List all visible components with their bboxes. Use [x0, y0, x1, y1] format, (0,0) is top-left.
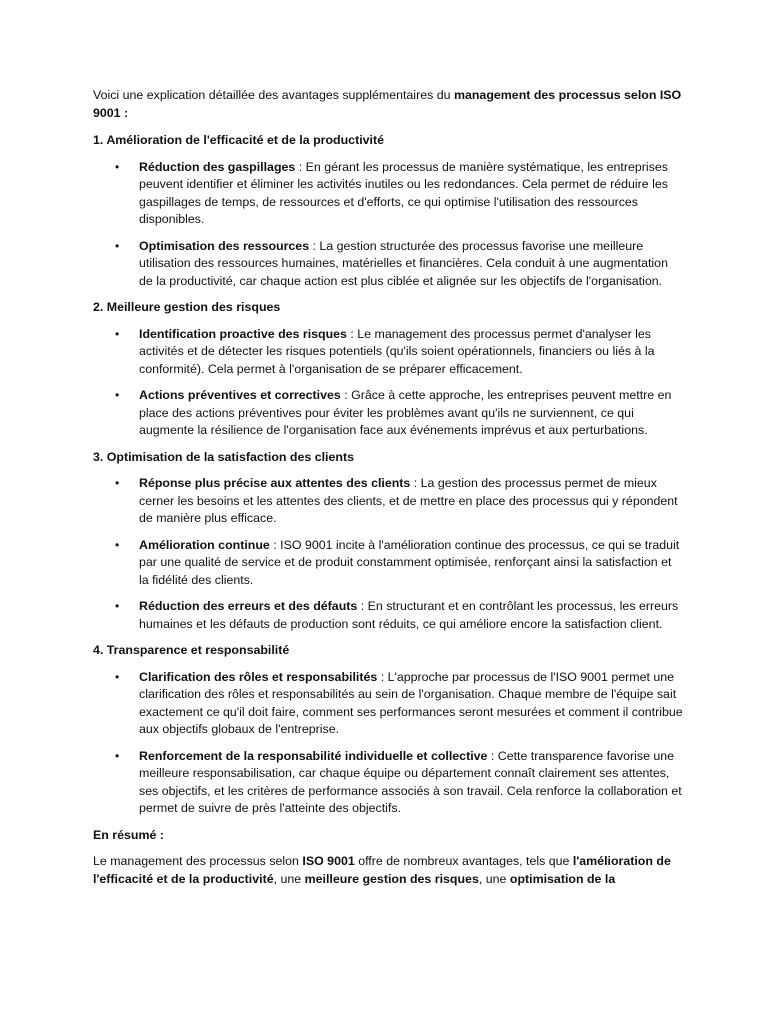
item-text: : En structurant et en contrôlant les processus, les erreurs humaines et les défauts de production sont réduits, ce qui améliore encore la satisfaction client.: [139, 599, 679, 631]
section-title: 2. Meilleure gestion des risques: [93, 300, 281, 314]
list-item: [93, 669, 683, 739]
item-label: Identification proactive des risques: [139, 326, 347, 341]
item-label: Réponse plus précise aux attentes des clients: [139, 476, 411, 490]
summary-text-1: Le management des processus selon: [93, 854, 303, 868]
list-item: [93, 387, 683, 440]
list-item: [93, 598, 683, 633]
bullet-list: [93, 326, 683, 440]
item-label: Réduction des erreurs et des défauts: [139, 599, 358, 613]
item-text: : ISO 9001 incite à l'amélioration continue des processus, ce qui se traduit par une qualité de service et de produit constamment optimisée, renforçant ainsi la satisfaction et la fidélité des clients.: [139, 537, 680, 587]
item-text: : La gestion des processus permet de mieux cerner les besoins et les attentes des clients, et de mettre en place des processus qui y répondent de manière plus efficace.: [139, 476, 678, 525]
section-title: 3. Optimisation de la satisfaction des clients: [93, 449, 354, 464]
bullet-icon: •: [115, 476, 120, 490]
item-text: : En gérant les processus de manière systématique, les entreprises peuvent identifier et éliminer les activités inutiles ou les redondances. Cela permet de réduire les gaspillages de temps, de ressources et d'efforts, ce qui optimise l'utilisation des ressources disponibles.: [139, 159, 668, 226]
list-item: [93, 748, 683, 818]
intro-end: :: [120, 105, 129, 120]
list-item: [93, 475, 683, 528]
summary-bold-1: ISO 9001: [302, 854, 355, 868]
bullet-icon: •: [115, 388, 120, 402]
summary-bold-3: meilleure gestion des risques: [304, 871, 479, 886]
item-text: : L'approche par processus de l'ISO 9001 permet une clarification des rôles et responsabilités au sein de l'organisation. Chaque membre de l'équipe sait exactement ce qu'il doit faire, comment ses performances seront mesurées et comment il contribue aux objectifs globaux de l'entreprise.: [139, 669, 683, 736]
item-label: Actions préventives et correctives: [139, 388, 341, 402]
item-text: : La gestion structurée des processus favorise une meilleure utilisation des ressources humaines, matérielles et financières. Cela conduit à une augmentation de la productivité, car chaque action est plus ciblée et alignée sur les objectifs de l'organisation.: [139, 238, 668, 288]
list-item: [93, 326, 683, 379]
section-title: 1. Amélioration de l'efficacité et de la productivité: [93, 133, 384, 147]
bullet-icon: •: [115, 159, 120, 174]
item-label: Amélioration continue: [139, 537, 270, 552]
document-body: [93, 87, 683, 888]
bullet-icon: •: [115, 537, 120, 552]
list-item: [93, 159, 683, 229]
bullet-icon: •: [115, 748, 120, 763]
sections-container: [93, 132, 683, 818]
list-item: [93, 537, 683, 590]
summary-text-3: , une: [273, 871, 305, 886]
bullet-list: [93, 159, 683, 291]
summary-bold-2: l'amélioration de l'efficacité et de la productivité: [93, 854, 671, 886]
bullet-icon: •: [115, 599, 120, 613]
summary-text-2: offre de nombreux avantages, tels que: [354, 854, 573, 868]
item-text: : Grâce à cette approche, les entreprises peuvent mettre en place des actions préventives pour éviter les problèmes avant qu'ils ne surviennent, ce qui augmente la résilience de l'organisation face aux événements imprévus et aux perturbations.: [139, 388, 672, 437]
section-title: 4. Transparence et responsabilité: [93, 643, 290, 657]
summary-bold-4: optimisation de la: [509, 871, 616, 886]
bullet-list: [93, 669, 683, 818]
summary-text-4: , une: [478, 871, 510, 886]
bullet-icon: •: [115, 326, 120, 341]
summary-title: En résumé :: [93, 827, 164, 842]
item-text: : Cette transparence favorise une meilleure responsabilisation, car chaque équipe ou département connaît clairement ses attentes, ses objectifs, et les critères de performance associés à son travail. Cela renforce la collaboration et permet de suivre de près l'atteinte des objectifs.: [139, 748, 682, 815]
intro-paragraph: [93, 87, 683, 122]
bullet-icon: •: [115, 238, 120, 253]
intro-bold: management des processus selon ISO 9001: [93, 88, 682, 120]
bullet-list: [93, 475, 683, 633]
summary-paragraph: [93, 853, 683, 888]
item-label: Renforcement de la responsabilité individuelle et collective: [139, 748, 488, 763]
intro-text: Voici une explication détaillée des avantages supplémentaires du: [93, 88, 454, 102]
item-text: : Le management des processus permet d'analyser les activités et de détecter les risques potentiels (qu'ils soient opérationnels, financiers ou liés à la conformité). Cela permet à l'organisation de se préparer efficacement.: [139, 326, 655, 376]
item-label: Clarification des rôles et responsabilités: [139, 669, 378, 684]
list-item: [93, 238, 683, 291]
item-label: Réduction des gaspillages: [139, 159, 296, 174]
bullet-icon: •: [115, 669, 120, 684]
item-label: Optimisation des ressources: [139, 238, 310, 253]
